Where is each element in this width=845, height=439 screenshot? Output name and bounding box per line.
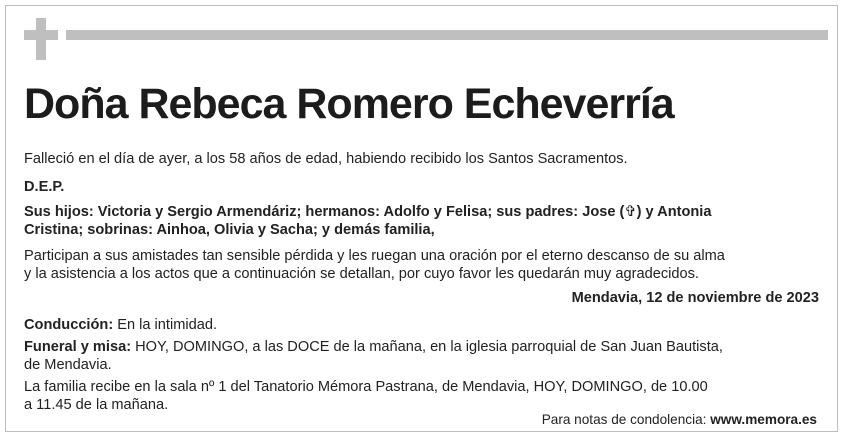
dep-label: D.E.P. xyxy=(24,179,65,195)
participation-line-2: y la asistencia a los actos que a continuación se detallan, por cuyo favor les quedarán muy agradecidos. xyxy=(24,266,699,282)
cross-horizontal-bar xyxy=(24,30,58,40)
conduccion-label: Conducción: xyxy=(24,317,114,333)
funeral-line-2: de Mendavia. xyxy=(24,357,112,373)
family-receives-line-1: La familia recibe en la sala nº 1 del Tanatorio Mémora Pastrana, de Mendavia, HOY, DOMINGO, de 10.00 xyxy=(24,379,708,395)
condolence-label: Para notas de condolencia: xyxy=(541,412,711,427)
conduccion-text: En la intimidad. xyxy=(113,317,218,333)
place-date: Mendavia, 12 de noviembre de 2023 xyxy=(571,290,819,306)
cross-icon xyxy=(24,18,58,60)
funeral-label: Funeral y misa: xyxy=(24,339,132,355)
funeral-text: HOY, DOMINGO, a las DOCE de la mañana, en la iglesia parroquial de San Juan Bautista, xyxy=(131,339,723,355)
funeral-line-1 xyxy=(24,338,824,357)
death-announcement: Falleció en el día de ayer, a los 58 años de edad, habiendo recibido los Santos Sacramentos. xyxy=(24,151,628,167)
conduccion-line xyxy=(24,316,824,335)
family-receives-line-2: a 11.45 de la mañana. xyxy=(24,397,169,413)
family-line-1: Sus hijos: Victoria y Sergio Armendáriz; hermanos: Adolfo y Felisa; sus padres: Jose (✞) y Antonia xyxy=(24,204,712,220)
condolence-link[interactable]: www.memora.es xyxy=(710,412,817,427)
family-line-2: Cristina; sobrinas: Ainhoa, Olivia y Sacha; y demás familia, xyxy=(24,222,435,238)
participation-line-1: Participan a sus amistades tan sensible pérdida y les ruegan una oración por el eterno descanso de su alma xyxy=(24,248,725,264)
deceased-name: Doña Rebeca Romero Echeverría xyxy=(24,80,674,128)
header-rule xyxy=(66,30,828,40)
condolence-note xyxy=(542,411,817,429)
